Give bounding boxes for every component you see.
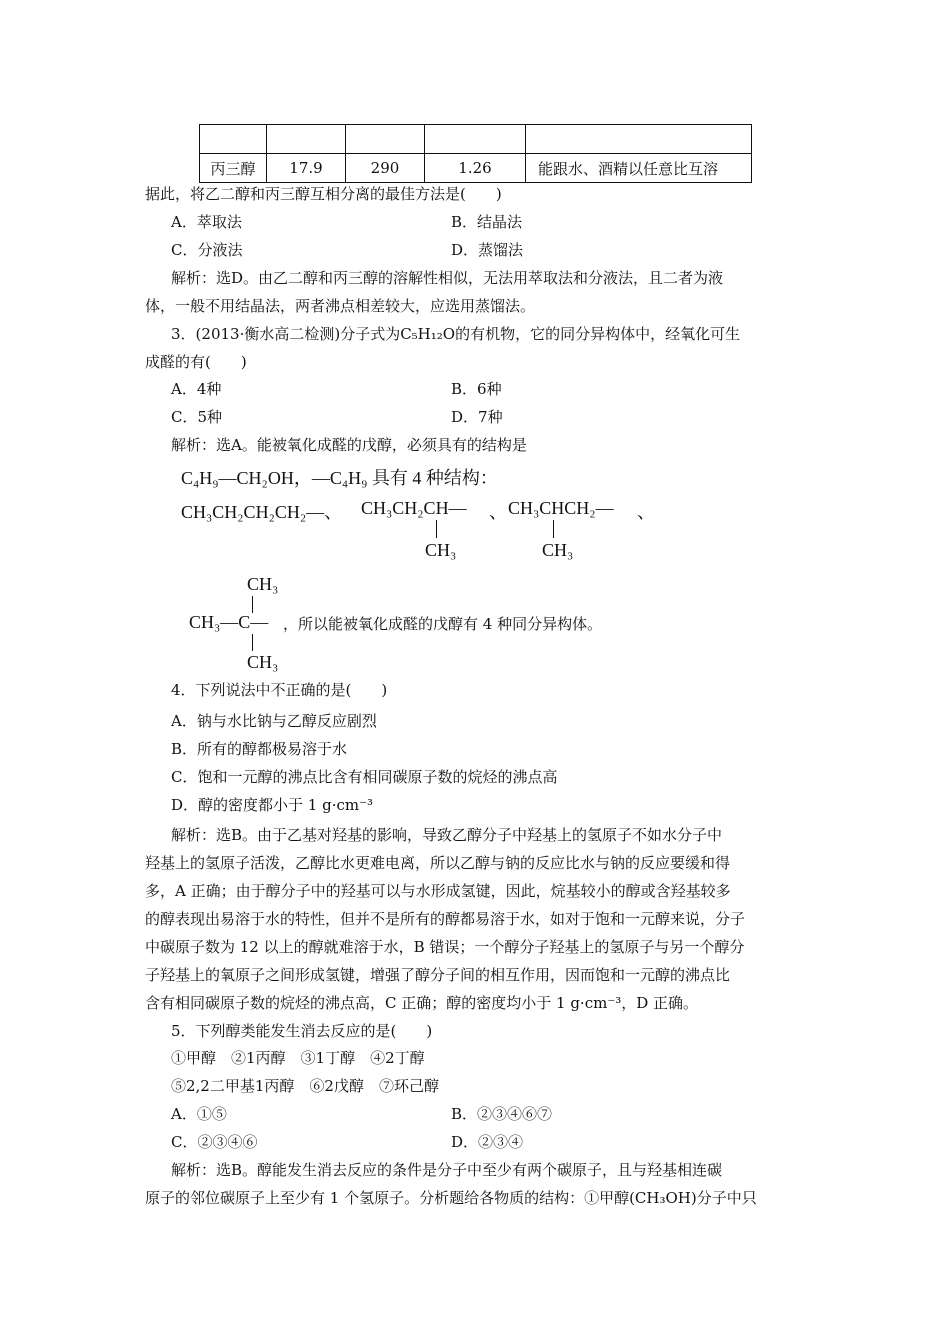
bond-line [553,520,554,538]
q5-analysis-line: 原子的邻位碳原子上至少有 1 个氢原子。分析题给各物质的结构：①甲醇(CH₃OH)分子中只 [145,1189,757,1207]
table-row [200,154,752,183]
q4-analysis-line: 子羟基上的氧原子之间形成氢键，增强了醇分子间的相互作用，因而饱和一元醇的沸点比 [145,966,731,984]
q4-analysis-line: 羟基上的氢原子活泼，乙醇比水更难电离，所以乙醇与钠的反应比水与钠的反应要缓和得 [145,854,731,872]
isomer-tert-butyl-bottom: CH₃ [247,652,279,672]
q5-option-d: D．②③④ [451,1133,524,1151]
q2-analysis-line: 体，一般不用结晶法，两者沸点相差较大，应选用蒸馏法。 [145,297,536,315]
q2-option-d: D．蒸馏法 [451,241,524,259]
q5-items: ⑤2,2二甲基1丙醇 ⑥2戊醇 ⑦环己醇 [171,1077,439,1095]
bond-line [252,596,253,613]
separator: 、 [637,502,655,522]
table-cell [346,125,425,154]
q5-option-a: A．①⑤ [171,1105,227,1123]
formula-intro: C₄H₉—CH₂OH，—C₄H₉ 具有 4 种结构： [181,468,498,488]
table-cell [526,125,752,154]
table-cell [425,125,526,154]
q5-analysis-line: 解析：选B。醇能发生消去反应的条件是分子中至少有两个碳原子，且与羟基相连碳 [171,1161,723,1179]
q5-option-b: B．②③④⑥⑦ [451,1105,553,1123]
q3-option-b: B．6种 [451,380,502,398]
q4-analysis-line: 解析：选B。由于乙基对羟基的影响，导致乙醇分子中羟基上的氢原子不如水分子中 [171,826,723,844]
table-cell: 丙三醇 [200,154,267,183]
q4-analysis-line: 中碳原子数为 12 以上的醇就难溶于水，B 错误；一个醇分子羟基上的氢原子与另一个醇分 [145,938,745,956]
q2-option-b: B．结晶法 [451,213,523,231]
bond-line [252,634,253,651]
isomer-tert-butyl: CH₃—C— [189,612,269,632]
table-cell: 290 [346,154,425,183]
properties-table [199,124,752,183]
table-cell: 1.26 [425,154,526,183]
q5-items: ①甲醇 ②1丙醇 ③1丁醇 ④2丁醇 [171,1049,425,1067]
q2-option-c: C．分液法 [171,241,243,259]
q4-analysis-line: 的醇表现出易溶于水的特性，但并不是所有的醇都易溶于水，如对于饱和一元醇来说，分子 [145,910,746,928]
q4-option-a: A．钠与水比钠与乙醇反应剧烈 [171,712,377,730]
isomer-sec-butyl: CH₃CH₂CH— [361,498,467,518]
isomer-isobutyl-branch: CH₃ [542,540,574,560]
table-cell [267,125,346,154]
separator: 、 [489,502,507,522]
q3-analysis-line: 解析：选A。能被氧化成醛的戊醇，必须具有的结构是 [171,436,527,454]
table-row-empty [200,125,752,154]
isomer-isobutyl: CH₃CHCH₂— [508,498,614,518]
q4-option-b: B．所有的醇都极易溶于水 [171,740,348,758]
q2-analysis-line: 解析：选D。由乙二醇和丙三醇的溶解性相似，无法用萃取法和分液法，且二者为液 [171,269,724,287]
q5-stem: 5．下列醇类能发生消去反应的是( ) [171,1022,433,1040]
q3-option-a: A．4种 [171,380,222,398]
table-cell: 能跟水、酒精以任意比互溶 [526,154,752,183]
q4-option-d: D．醇的密度都小于 1 g·cm⁻³ [171,796,374,814]
q3-option-c: C．5种 [171,408,223,426]
q3-stem-cont: 成醛的有( ) [145,353,247,371]
q2-stem: 据此，将乙二醇和丙三醇互相分离的最佳方法是( ) [145,185,502,203]
table-cell: 17.9 [267,154,346,183]
q2-option-a: A．萃取法 [171,213,242,231]
q4-stem: 4．下列说法中不正确的是( ) [171,681,388,699]
q3-conclusion: ，所以能被氧化成醛的戊醇有 4 种同分异构体。 [283,615,603,633]
q4-analysis-line: 含有相同碳原子数的烷烃的沸点高，C 正确；醇的密度均小于 1 g·cm⁻³，D 正确。 [145,994,699,1012]
q3-option-d: D．7种 [451,408,503,426]
table-cell [200,125,267,154]
isomer-butyl-n: CH₃CH₂CH₂CH₂—、 [181,502,343,522]
q3-stem: 3．(2013·衡水高二检测)分子式为C₅H₁₂O的有机物，它的同分异构体中，经氧化可生 [171,325,741,343]
q5-option-c: C．②③④⑥ [171,1133,258,1151]
isomer-sec-butyl-branch: CH₃ [425,540,457,560]
q4-option-c: C．饱和一元醇的沸点比含有相同碳原子数的烷烃的沸点高 [171,768,558,786]
q4-analysis-line: 多，A 正确；由于醇分子中的羟基可以与水形成氢键，因此，烷基较小的醇或含羟基较多 [145,882,731,900]
bond-line [436,520,437,538]
isomer-tert-butyl-top: CH₃ [247,574,279,594]
